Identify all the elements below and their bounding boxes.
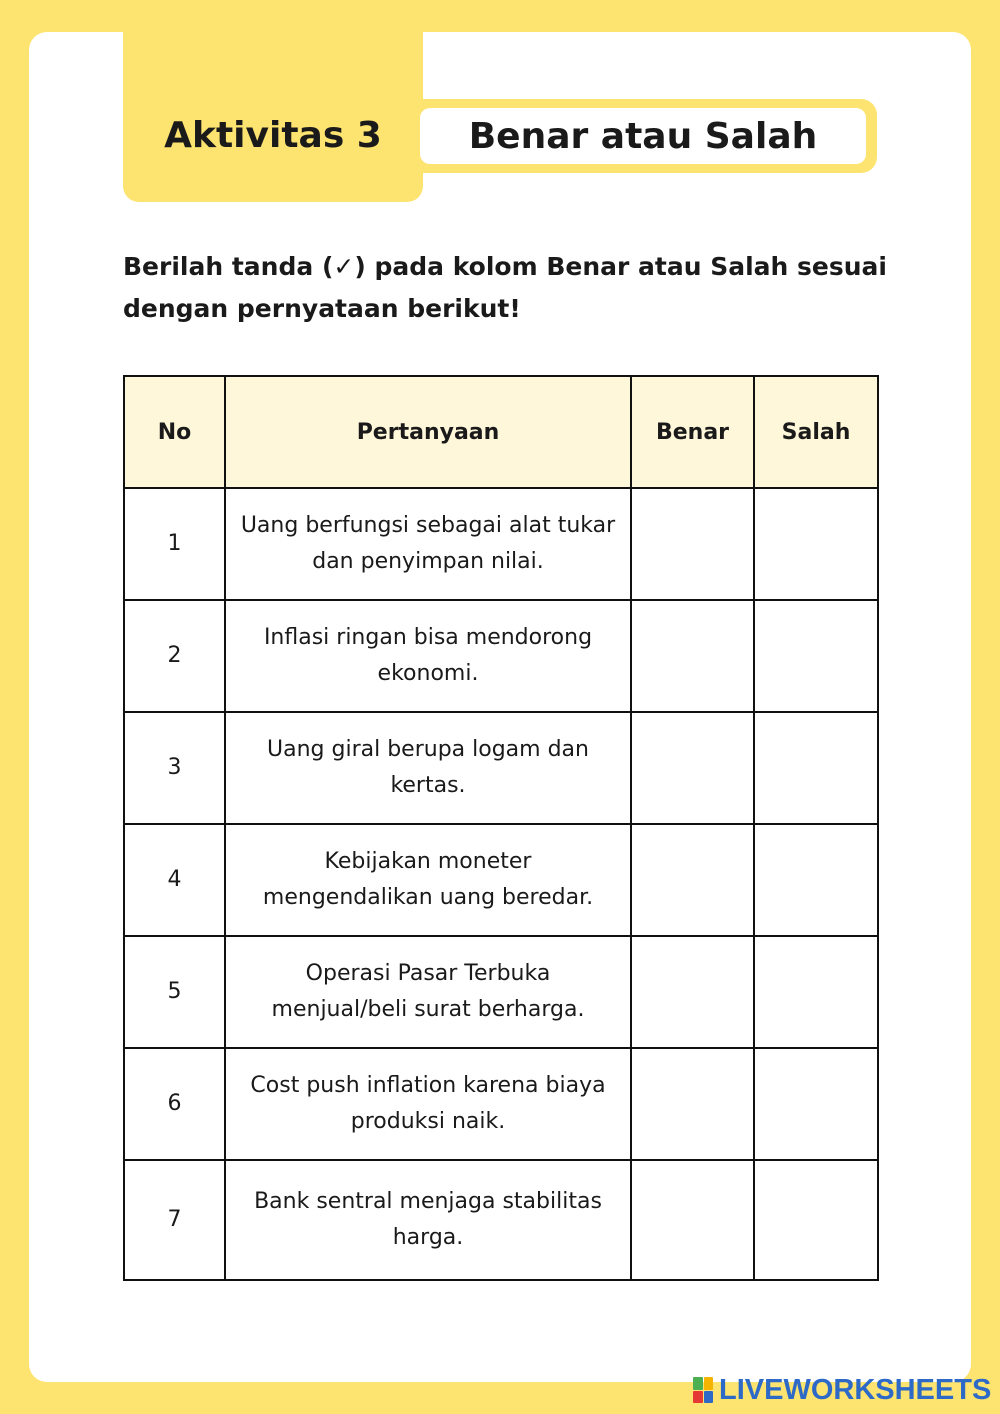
instructions-text [123,246,903,330]
table-header-row [124,376,878,488]
answer-true-cell[interactable] [631,600,754,712]
row-question: Kebijakan moneter mengendalikan uang beredar. [225,824,631,936]
logo-text: LIVEWORKSHEETS [719,1373,992,1406]
answer-true-cell[interactable] [631,712,754,824]
check-icon: ✓ [333,252,355,281]
answer-false-cell[interactable] [754,1160,878,1280]
true-false-table [123,375,879,1281]
answer-false-cell[interactable] [754,600,878,712]
table-row [124,600,878,712]
row-number: 1 [124,488,225,600]
answer-true-cell[interactable] [631,1048,754,1160]
answer-false-cell[interactable] [754,936,878,1048]
answer-false-cell[interactable] [754,712,878,824]
row-number: 6 [124,1048,225,1160]
answer-true-cell[interactable] [631,824,754,936]
page-title: Benar atau Salah [420,108,866,164]
row-number: 2 [124,600,225,712]
header-no: No [124,376,225,488]
answer-true-cell[interactable] [631,936,754,1048]
liveworksheets-logo [693,1374,991,1406]
header-true: Benar [631,376,754,488]
answer-false-cell[interactable] [754,488,878,600]
answer-false-cell[interactable] [754,1048,878,1160]
header-question: Pertanyaan [225,376,631,488]
answer-true-cell[interactable] [631,488,754,600]
row-question: Inflasi ringan bisa mendorong ekonomi. [225,600,631,712]
logo-mark-icon [693,1377,713,1403]
header-false: Salah [754,376,878,488]
row-question: Bank sentral menjaga stabilitas harga. [225,1160,631,1280]
instructions-after: ) pada kolom Benar atau Salah sesuai dengan pernyataan berikut! [123,252,887,323]
row-question: Operasi Pasar Terbuka menjual/beli surat berharga. [225,936,631,1048]
table-row [124,824,878,936]
row-question: Uang giral berupa logam dan kertas. [225,712,631,824]
table-row [124,488,878,600]
table-row [124,1160,878,1280]
row-question: Cost push inflation karena biaya produksi naik. [225,1048,631,1160]
table-row [124,1048,878,1160]
row-question: Uang berfungsi sebagai alat tukar dan penyimpan nilai. [225,488,631,600]
row-number: 4 [124,824,225,936]
answer-true-cell[interactable] [631,1160,754,1280]
instructions-before: Berilah tanda ( [123,252,334,281]
table-row [124,936,878,1048]
table-row [124,712,878,824]
answer-false-cell[interactable] [754,824,878,936]
activity-label: Aktivitas 3 [164,114,382,156]
row-number: 7 [124,1160,225,1280]
row-number: 5 [124,936,225,1048]
row-number: 3 [124,712,225,824]
